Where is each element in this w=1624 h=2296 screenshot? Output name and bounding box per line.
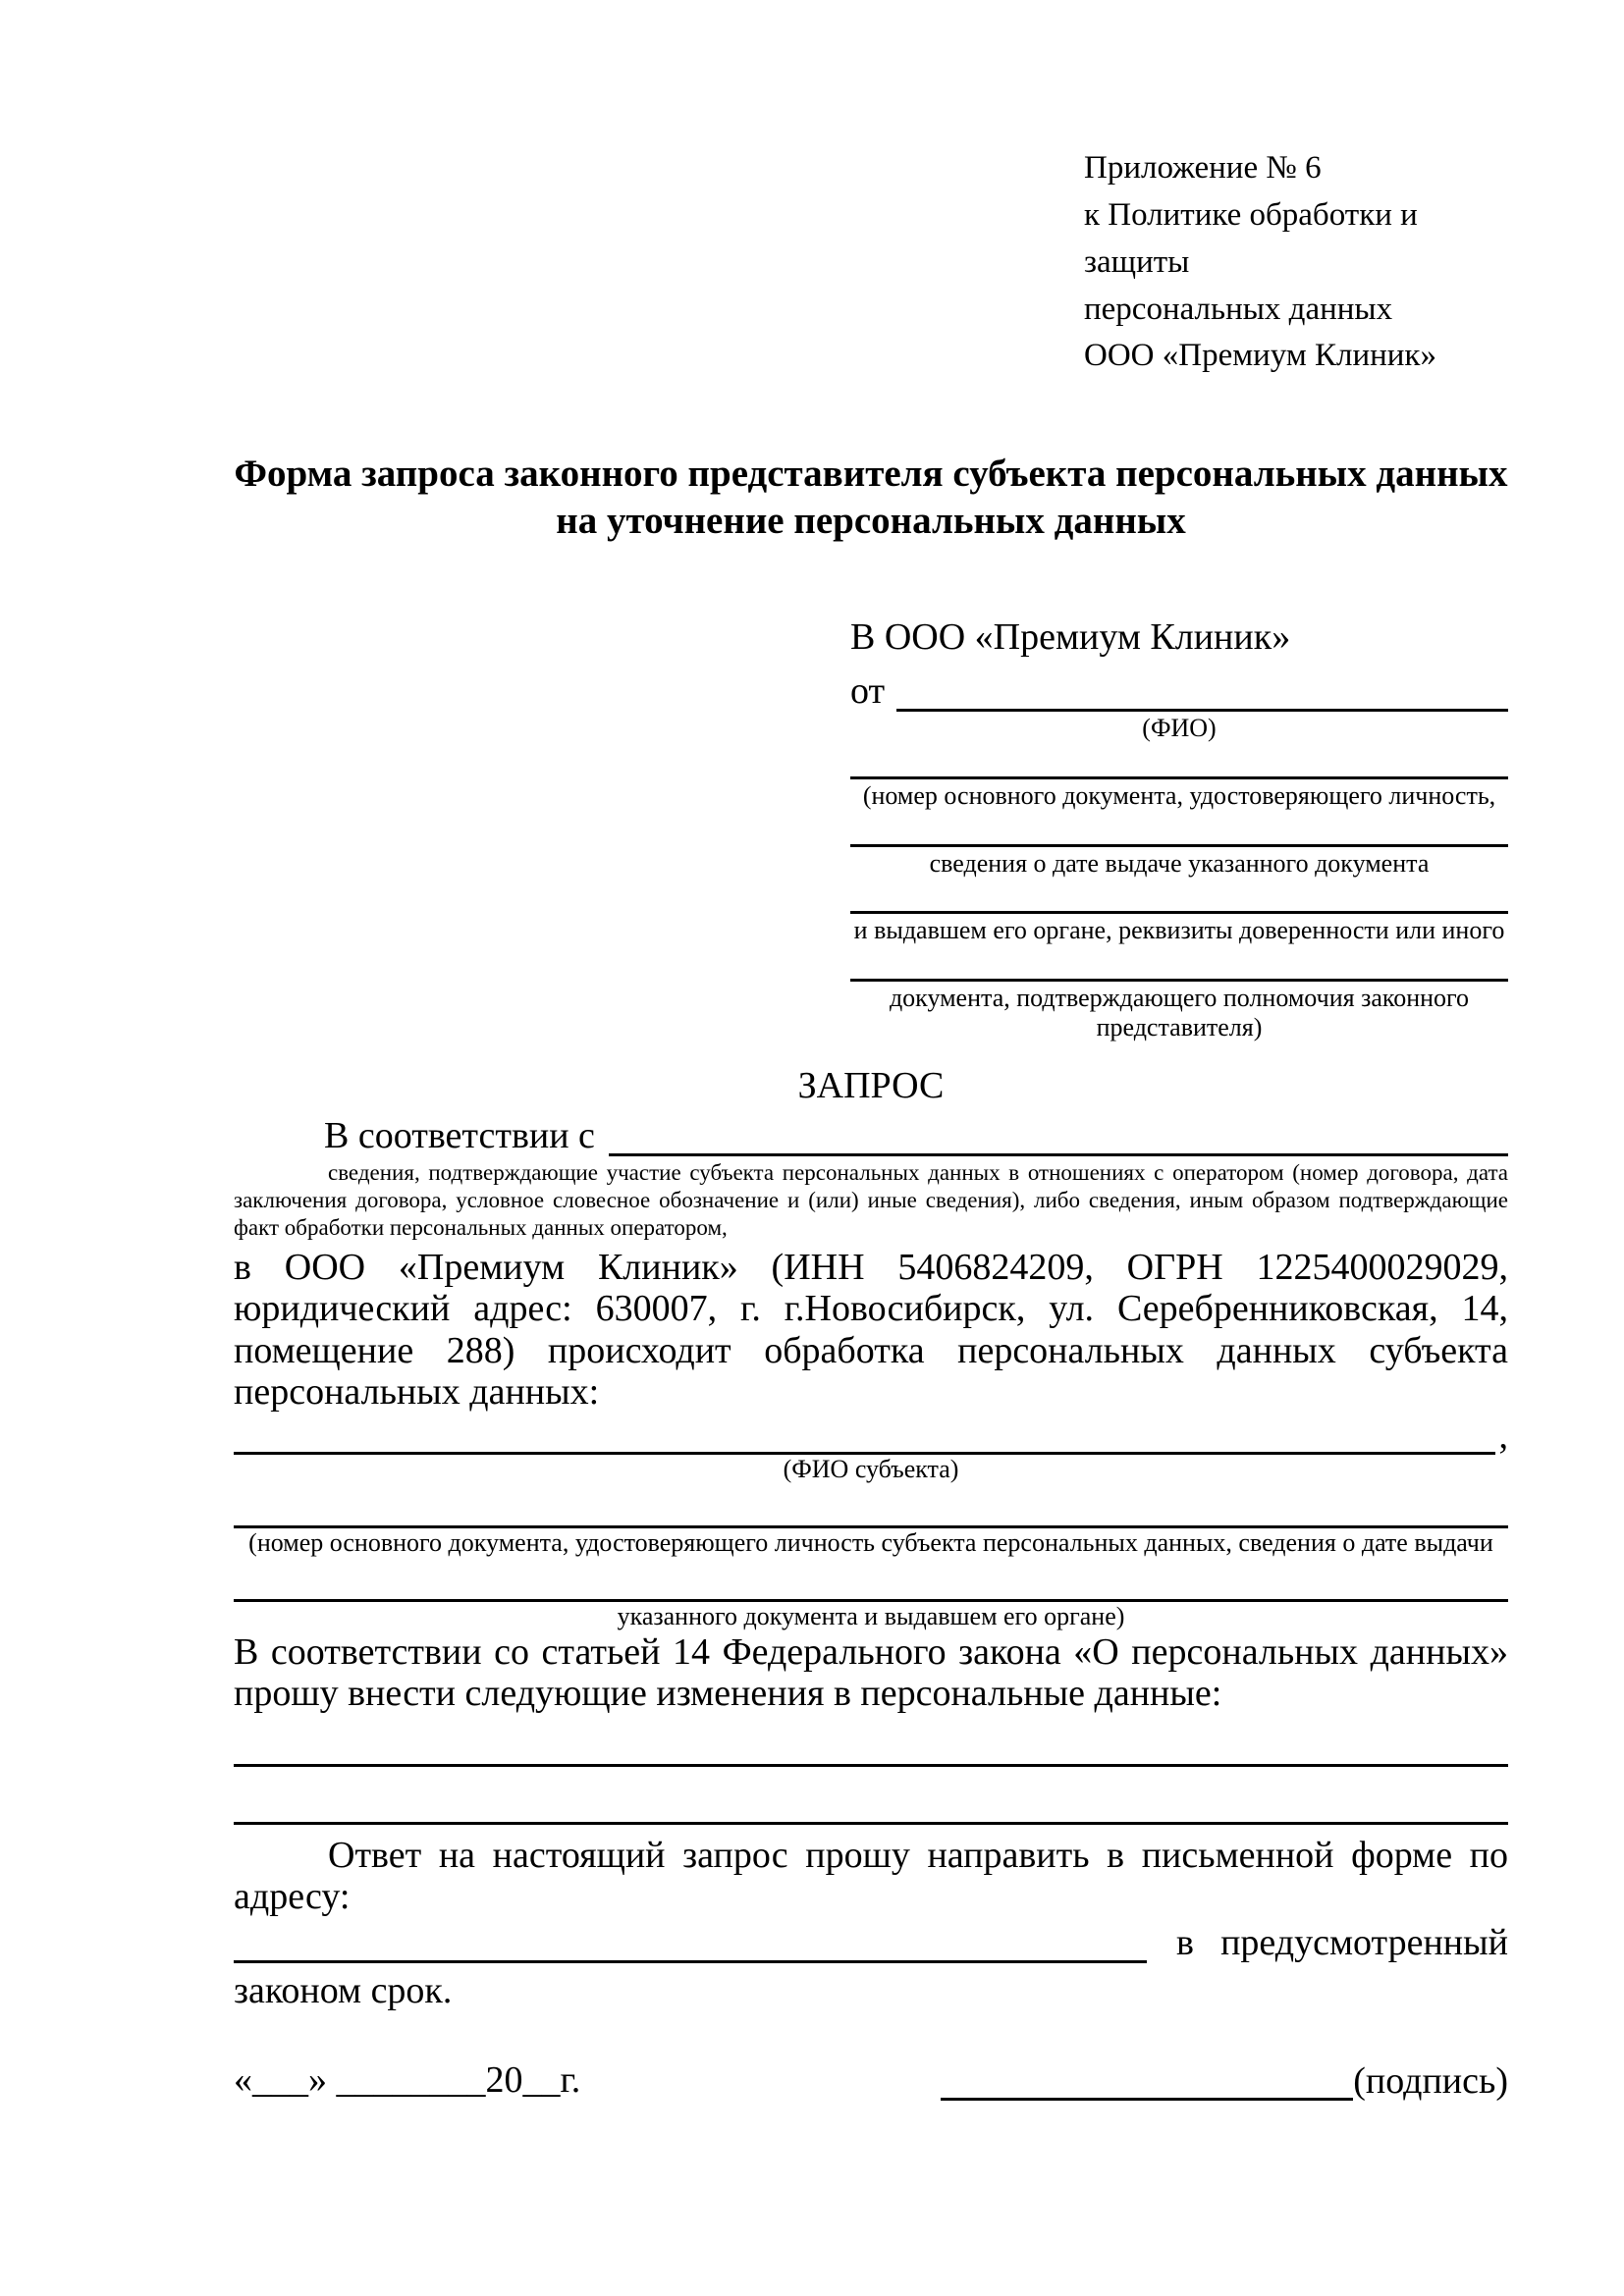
signature-field[interactable] — [941, 2058, 1353, 2101]
page-title-line-1: Форма запроса законного представителя субъекта персональных данных — [234, 453, 1508, 496]
signature-caption: (подпись) — [1353, 2059, 1508, 2102]
representative-document-field-1[interactable] — [850, 743, 1508, 779]
appendix-line-3: персональных данных — [1084, 291, 1393, 327]
processing-basis-field[interactable] — [609, 1115, 1508, 1156]
subject-document-caption-2: указанного документа и выдавшем его органе) — [617, 1601, 1125, 1630]
basis-label: В соответствии с — [324, 1114, 595, 1156]
fio-caption: (ФИО) — [1142, 713, 1217, 742]
appendix-reference-block — [1084, 145, 1508, 380]
law-paragraph: В соответствии со статьей 14 Федерального закона «О персональных данных» прошу внести следующие изменения в персональные данные: — [234, 1630, 1508, 1715]
page-title-line-2: на уточнение персональных данных — [556, 500, 1186, 543]
representative-document-field-3[interactable] — [850, 878, 1508, 914]
date-field[interactable]: «___» ________20__г. — [234, 2058, 581, 2101]
subject-fio-row — [234, 1415, 1508, 1458]
response-paragraph: Ответ на настоящий запрос прошу направить в письменной форме по адресу: — [234, 1834, 1508, 1918]
basis-row — [234, 1115, 1508, 1156]
subject-document-field-1[interactable] — [234, 1484, 1508, 1528]
representative-document-caption-4: документа, подтверждающего полномочия законного представителя) — [889, 984, 1470, 1042]
response-tail: законом срок. — [234, 1969, 453, 2011]
appendix-line-2: к Политике обработки и защиты — [1084, 196, 1418, 280]
signature-block — [941, 2058, 1508, 2101]
appendix-line-4: ООО «Премиум Клиник» — [1084, 338, 1436, 374]
subject-fio-field[interactable] — [234, 1415, 1495, 1455]
representative-document-caption-3: и выдавшем его органе, реквизиты доверенности или иного — [853, 916, 1505, 945]
subject-document-caption-1: (номер основного документа, удостоверяющего личность субъекта персональных данных, сведения о дате выдачи — [248, 1527, 1493, 1557]
response-address-row — [234, 1920, 1508, 1963]
document-content — [234, 0, 1508, 2101]
addressee-block — [850, 615, 1508, 1042]
addressee-organization: В ООО «Премиум Клиник» — [850, 616, 1291, 659]
representative-document-field-4[interactable] — [850, 945, 1508, 982]
representative-document-field-2[interactable] — [850, 811, 1508, 847]
signature-footer — [234, 2058, 1508, 2101]
request-heading: ЗАПРОС — [797, 1065, 945, 1107]
representative-document-caption-2: сведения о дате выдаче указанного документа — [929, 848, 1430, 878]
operator-paragraph: в ООО «Премиум Клиник» (ИНН 5406824209, ОГРН 1225400029029, юридический адрес: 630007, г. г.Новосибирск, ул. Серебренниковская, 14, помещение 288) происходит обработка персональных данных субъекта персональных данных: — [234, 1246, 1508, 1414]
trailing-comma: , — [1498, 1415, 1508, 1458]
response-address-field[interactable] — [234, 1920, 1147, 1963]
representative-name-field[interactable] — [896, 668, 1508, 712]
basis-note: сведения, подтверждающие участие субъекта персональных данных в отношениях с оператором (номер договора, дата заключения договора, условное словесное обозначение и (или) иные сведения), либо сведения, иным образом подтверждающие факт обработки персональных данных оператором, — [234, 1159, 1508, 1240]
representative-document-caption-1: (номер основного документа, удостоверяющего личность, — [862, 780, 1496, 810]
from-row — [850, 668, 1508, 712]
page-title — [234, 451, 1508, 545]
response-word-predusmotrenny: предусмотренный — [1220, 1921, 1508, 1963]
from-label: от — [850, 669, 886, 712]
changes-field-2[interactable] — [234, 1767, 1508, 1825]
response-word-v: в — [1176, 1921, 1194, 1963]
subject-fio-caption: (ФИО субъекта) — [783, 1455, 959, 1484]
appendix-line-1: Приложение № 6 — [1084, 150, 1322, 186]
subject-document-field-2[interactable] — [234, 1558, 1508, 1602]
changes-field-1[interactable] — [234, 1715, 1508, 1767]
